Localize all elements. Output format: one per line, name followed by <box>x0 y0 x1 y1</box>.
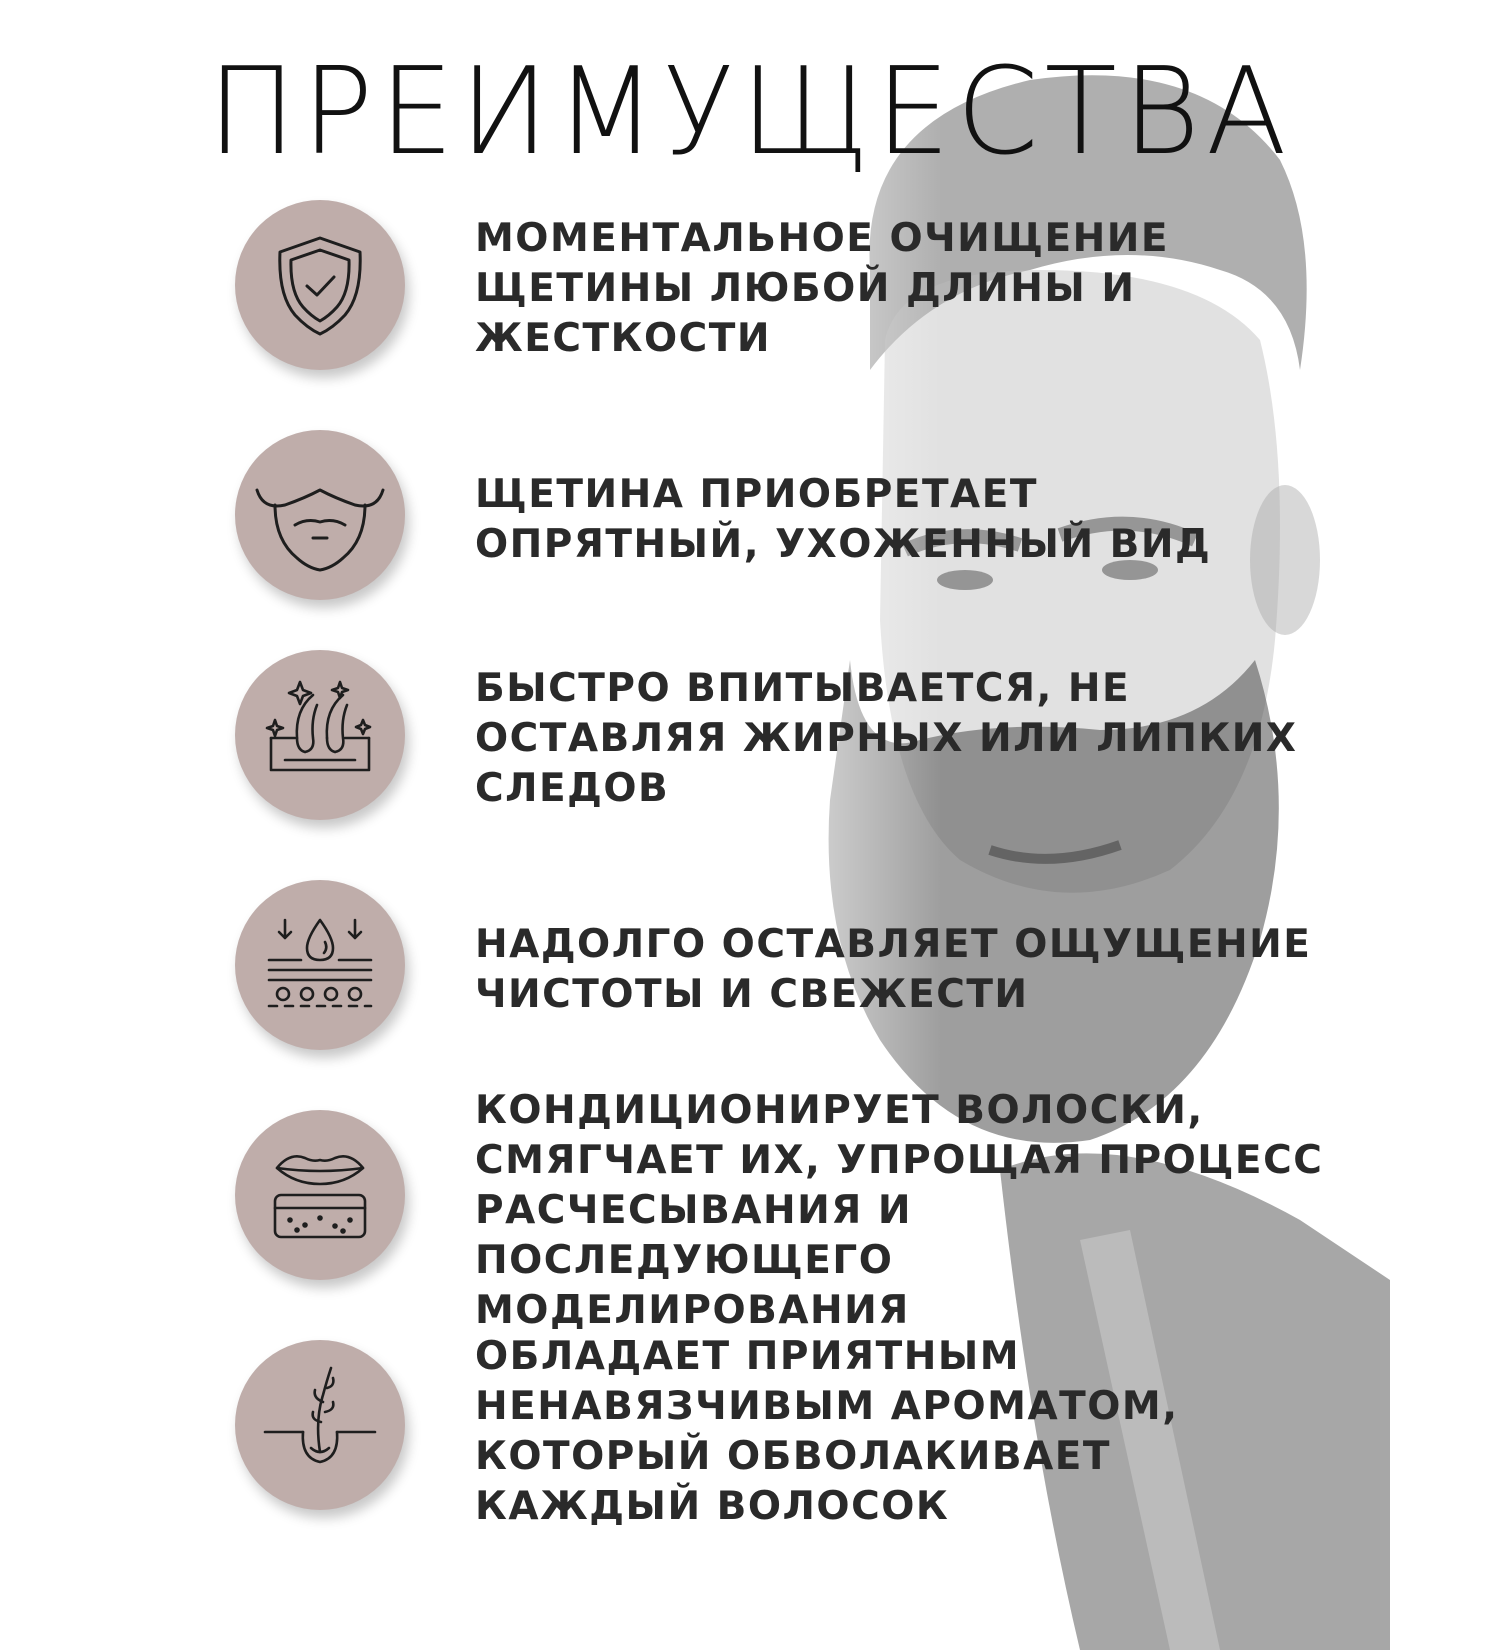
feature-text-line: РАСЧЕСЫВАНИЯ И <box>475 1188 913 1233</box>
feature-text-line: КОТОРЫЙ ОБВОЛАКИВАЕТ <box>475 1434 1112 1479</box>
feature-text-line: КАЖДЫЙ ВОЛОСОК <box>475 1484 950 1529</box>
beard-mustache-icon <box>235 430 405 600</box>
feature-text-line: МОМЕНТАЛЬНОЕ ОЧИЩЕНИЕ <box>475 216 1170 261</box>
icon-badge <box>235 1340 405 1510</box>
feature-text-line: СМЯГЧАЕТ ИХ, УПРОЩАЯ ПРОЦЕСС <box>475 1138 1324 1183</box>
feature-text-line: ЧИСТОТЫ И СВЕЖЕСТИ <box>475 972 1029 1017</box>
shield-check-icon <box>235 200 405 370</box>
hair-sparkle-icon <box>235 650 405 820</box>
feature-text <box>475 470 1355 570</box>
feature-text-line: СЛЕДОВ <box>475 766 670 811</box>
feature-text <box>475 1332 1355 1532</box>
feature-text-line: ОБЛАДАЕТ ПРИЯТНЫМ <box>475 1334 1021 1379</box>
feature-text-line: ОСТАВЛЯЯ ЖИРНЫХ ИЛИ ЛИПКИХ <box>475 716 1298 761</box>
page-title: ПРЕИМУЩЕСТВА <box>207 40 1293 182</box>
feature-text-line: МОДЕЛИРОВАНИЯ <box>475 1288 910 1333</box>
icon-badge <box>235 200 405 370</box>
feature-text-line: ЖЕСТКОСТИ <box>475 316 772 361</box>
feature-text-line: ЩЕТИНЫ ЛЮБОЙ ДЛИНЫ И <box>475 266 1136 311</box>
icon-badge <box>235 650 405 820</box>
lips-skin-icon <box>235 1110 405 1280</box>
feature-text-line: ОПРЯТНЫЙ, УХОЖЕННЫЙ ВИД <box>475 522 1212 567</box>
feature-text <box>475 214 1355 364</box>
feature-text <box>475 664 1355 814</box>
feature-text-line: ПОСЛЕДУЮЩЕГО <box>475 1238 894 1283</box>
hair-follicle-icon <box>235 1340 405 1510</box>
icon-badge <box>235 1110 405 1280</box>
icon-badge <box>235 430 405 600</box>
skin-drop-icon <box>235 880 405 1050</box>
icon-badge <box>235 880 405 1050</box>
feature-text-line: ЩЕТИНА ПРИОБРЕТАЕТ <box>475 472 1038 517</box>
feature-text <box>475 920 1355 1020</box>
feature-text-line: БЫСТРО ВПИТЫВАЕТСЯ, НЕ <box>475 666 1131 711</box>
feature-text-line: НЕНАВЯЗЧИВЫМ АРОМАТОМ, <box>475 1384 1179 1429</box>
feature-text-line: НАДОЛГО ОСТАВЛЯЕТ ОЩУЩЕНИЕ <box>475 922 1312 967</box>
feature-text <box>475 1086 1355 1336</box>
feature-text-line: КОНДИЦИОНИРУЕТ ВОЛОСКИ, <box>475 1088 1204 1133</box>
